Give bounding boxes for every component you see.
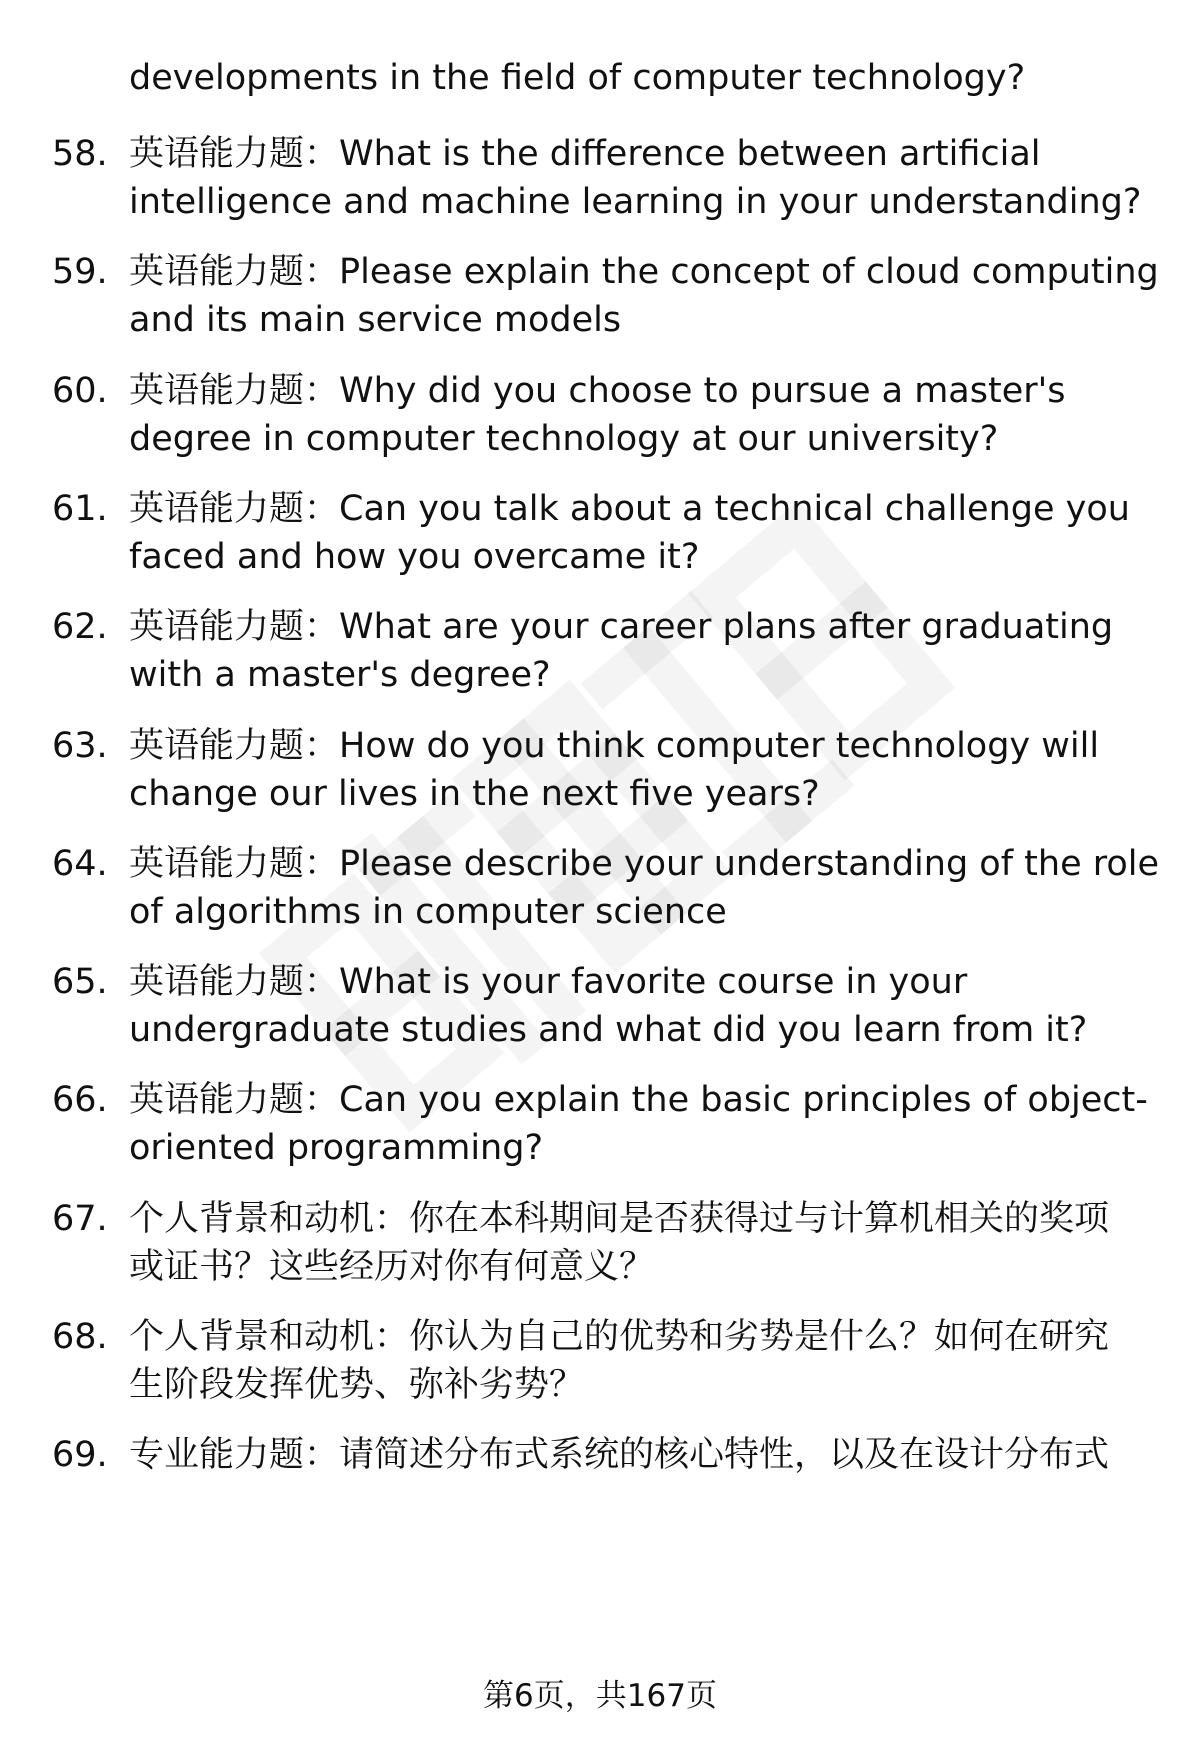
question-text-line: 英语能力题：Please explain the concept of cloud computing xyxy=(129,252,1159,292)
question-text-line: 生阶段发挥优势、弥补劣势？ xyxy=(129,1365,585,1405)
question-text xyxy=(129,840,1169,936)
question-text-line: with a master's degree? xyxy=(129,655,551,695)
list-item xyxy=(0,485,1200,595)
list-item xyxy=(0,840,1200,950)
question-text xyxy=(129,1313,1169,1409)
question-text xyxy=(129,1076,1169,1172)
question-text xyxy=(129,1431,1169,1479)
list-item xyxy=(0,1195,1200,1305)
list-item xyxy=(0,722,1200,832)
question-number: 64. xyxy=(52,844,108,884)
question-text-line: 英语能力题：How do you think computer technology will xyxy=(129,726,1100,766)
question-number: 60. xyxy=(52,371,108,411)
question-number: 65. xyxy=(52,962,108,1002)
question-number: 69. xyxy=(52,1435,108,1475)
question-text-line: change our lives in the next five years? xyxy=(129,774,820,814)
question-text xyxy=(129,485,1169,581)
list-item xyxy=(0,1313,1200,1423)
question-text-line: 或证书？这些经历对你有何意义？ xyxy=(129,1247,655,1287)
question-text-line: of algorithms in computer science xyxy=(129,892,727,932)
question-number: 66. xyxy=(52,1080,108,1120)
question-text xyxy=(129,958,1169,1054)
question-text-line: 英语能力题：What are your career plans after graduating xyxy=(129,607,1114,647)
list-item xyxy=(0,248,1200,358)
question-number: 67. xyxy=(52,1199,108,1239)
question-text-line: 英语能力题：What is your favorite course in your xyxy=(129,962,968,1002)
question-text-line: 个人背景和动机：你认为自己的优势和劣势是什么？如何在研究 xyxy=(129,1317,1110,1357)
question-text-line: 英语能力题：What is the difference between artificial xyxy=(129,134,1041,174)
question-text-line: 英语能力题：Can you explain the basic principles of object- xyxy=(129,1080,1148,1120)
list-item xyxy=(0,367,1200,477)
question-number: 63. xyxy=(52,726,108,766)
question-number: 62. xyxy=(52,607,108,647)
question-text xyxy=(129,722,1169,818)
question-text-line: 英语能力题：Why did you choose to pursue a master's xyxy=(129,371,1066,411)
question-text-line: 个人背景和动机：你在本科期间是否获得过与计算机相关的奖项 xyxy=(129,1199,1110,1239)
question-text-line: degree in computer technology at our university? xyxy=(129,419,999,459)
page-footer: 第6页，共167页 xyxy=(483,1678,717,1714)
list-item xyxy=(0,1431,1200,1541)
question-text xyxy=(129,130,1169,226)
question-text-line: intelligence and machine learning in your understanding? xyxy=(129,182,1142,222)
list-item xyxy=(0,130,1200,240)
question-text-line: faced and how you overcame it? xyxy=(129,537,700,577)
question-number: 58. xyxy=(52,134,108,174)
question-text xyxy=(129,603,1169,699)
question-text xyxy=(129,367,1169,463)
list-item xyxy=(0,603,1200,713)
question-number: 59. xyxy=(52,252,108,292)
question-number: 68. xyxy=(52,1317,108,1357)
question-text-line: 专业能力题：请简述分布式系统的核心特性，以及在设计分布式 xyxy=(129,1435,1110,1475)
question-text-line: 英语能力题：Please describe your understanding of the role xyxy=(129,844,1160,884)
question-text xyxy=(129,1195,1169,1291)
question-text-line: oriented programming? xyxy=(129,1128,544,1168)
list-item xyxy=(0,1076,1200,1186)
question-text-line: 英语能力题：Can you talk about a technical challenge you xyxy=(129,489,1130,529)
question-text-line: and its main service models xyxy=(129,300,622,340)
question-text-line: undergraduate studies and what did you learn from it? xyxy=(129,1010,1088,1050)
question-number: 61. xyxy=(52,489,108,529)
list-item xyxy=(0,958,1200,1068)
question-text xyxy=(129,248,1169,344)
continuation-line: developments in the field of computer technology? xyxy=(129,58,1026,98)
